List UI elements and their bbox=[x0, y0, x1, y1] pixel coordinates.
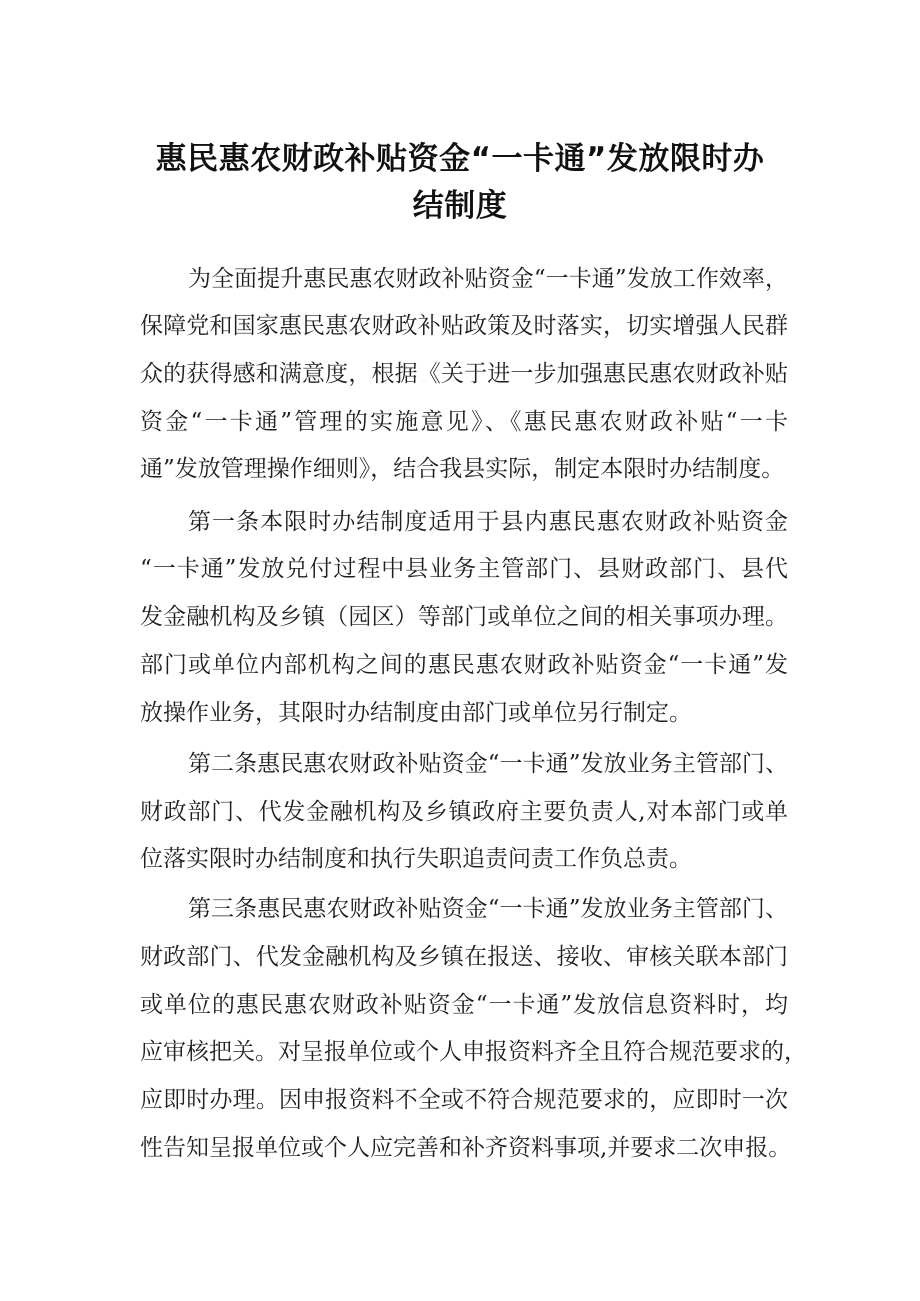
paragraph-2-line-3: 发金融机构及乡镇（园区）等部门或单位之间的相关事项办理。 bbox=[140, 604, 788, 630]
document-title-line-1: 惠民惠农财政补贴资金“一卡通”发放限时办 bbox=[155, 141, 765, 177]
paragraph-1-line-4: 资金“一卡通”管理的实施意见》、《惠民惠农财政补贴“一卡 bbox=[140, 409, 788, 435]
paragraph-1-line-2: 保障党和国家惠民惠农财政补贴政策及时落实，切实增强人民群 bbox=[140, 313, 788, 339]
paragraph-3-line-1: 第二条惠民惠农财政补贴资金“一卡通”发放业务主管部门、 bbox=[188, 751, 788, 777]
paragraph-4-line-2: 财政部门、代发金融机构及乡镇在报送、接收、审核关联本部门 bbox=[140, 944, 788, 970]
paragraph-4-line-4: 应审核把关。对呈报单位或个人申报资料齐全且符合规范要求的， bbox=[140, 1039, 807, 1065]
paragraph-1-line-5: 通”发放管理操作细则》，结合我县实际，制定本限时办结制度。 bbox=[140, 456, 785, 482]
paragraph-1-line-3: 众的获得感和满意度，根据《关于进一步加强惠民惠农财政补贴 bbox=[140, 361, 788, 387]
paragraph-3-line-3: 位落实限时办结制度和执行失职追责问责工作负总责。 bbox=[140, 846, 692, 872]
paragraph-4-line-1: 第三条惠民惠农财政补贴资金“一卡通”发放业务主管部门、 bbox=[188, 896, 788, 922]
paragraph-2-line-2: “一卡通”发放兑付过程中县业务主管部门、县财政部门、县代 bbox=[140, 556, 788, 582]
paragraph-1-line-1: 为全面提升惠民惠农财政补贴资金“一卡通”发放工作效率， bbox=[188, 266, 788, 292]
paragraph-3-line-2: 财政部门、代发金融机构及乡镇政府主要负责人,对本部门或单 bbox=[140, 799, 788, 825]
document-title-line-2: 结制度 bbox=[412, 188, 508, 224]
paragraph-4-line-6: 性告知呈报单位或个人应完善和补齐资料事项,并要求二次申报。 bbox=[140, 1135, 792, 1161]
paragraph-2-line-4: 部门或单位内部机构之间的惠民惠农财政补贴资金“一卡通”发 bbox=[140, 652, 788, 678]
paragraph-4-line-3: 或单位的惠民惠农财政补贴资金“一卡通”发放信息资料时，均 bbox=[140, 992, 788, 1018]
paragraph-2-line-5: 放操作业务，其限时办结制度由部门或单位另行制定。 bbox=[140, 700, 692, 726]
paragraph-4-line-5: 应即时办理。因申报资料不全或不符合规范要求的，应即时一次 bbox=[140, 1087, 788, 1113]
paragraph-2-line-1: 第一条本限时办结制度适用于县内惠民惠农财政补贴资金 bbox=[188, 509, 788, 535]
